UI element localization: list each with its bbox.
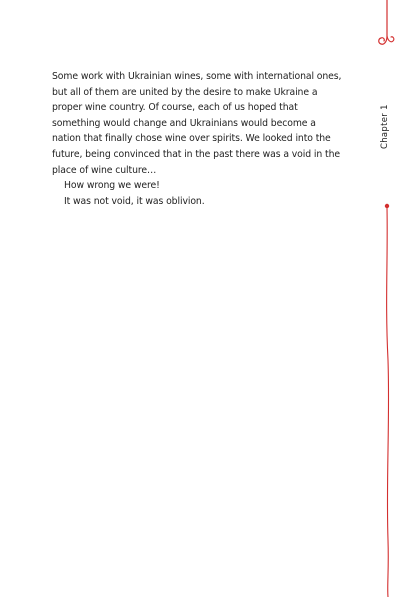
vine-top-curl bbox=[387, 36, 394, 42]
paragraph-line-two: How wrong we were! bbox=[64, 180, 160, 192]
chapter-label: Chapter 1 bbox=[380, 104, 390, 150]
body-text bbox=[52, 69, 344, 209]
paragraph-line-three: It was not void, it was oblivion. bbox=[64, 195, 205, 207]
red-vine-decoration bbox=[370, 0, 410, 597]
vine-long-stem bbox=[387, 208, 389, 597]
paragraph-main: Some work with Ukrainian wines, some with international ones, but all of them are united by the desire to make Ukraine a proper wine country. Of course, each of us hoped that something would change and Ukrainians would become a nation that finally chose wine over spirits. We looked into the future, being convinced that in the past there was a void in the place of wine culture… bbox=[52, 71, 342, 176]
vine-top-stem bbox=[379, 0, 387, 44]
